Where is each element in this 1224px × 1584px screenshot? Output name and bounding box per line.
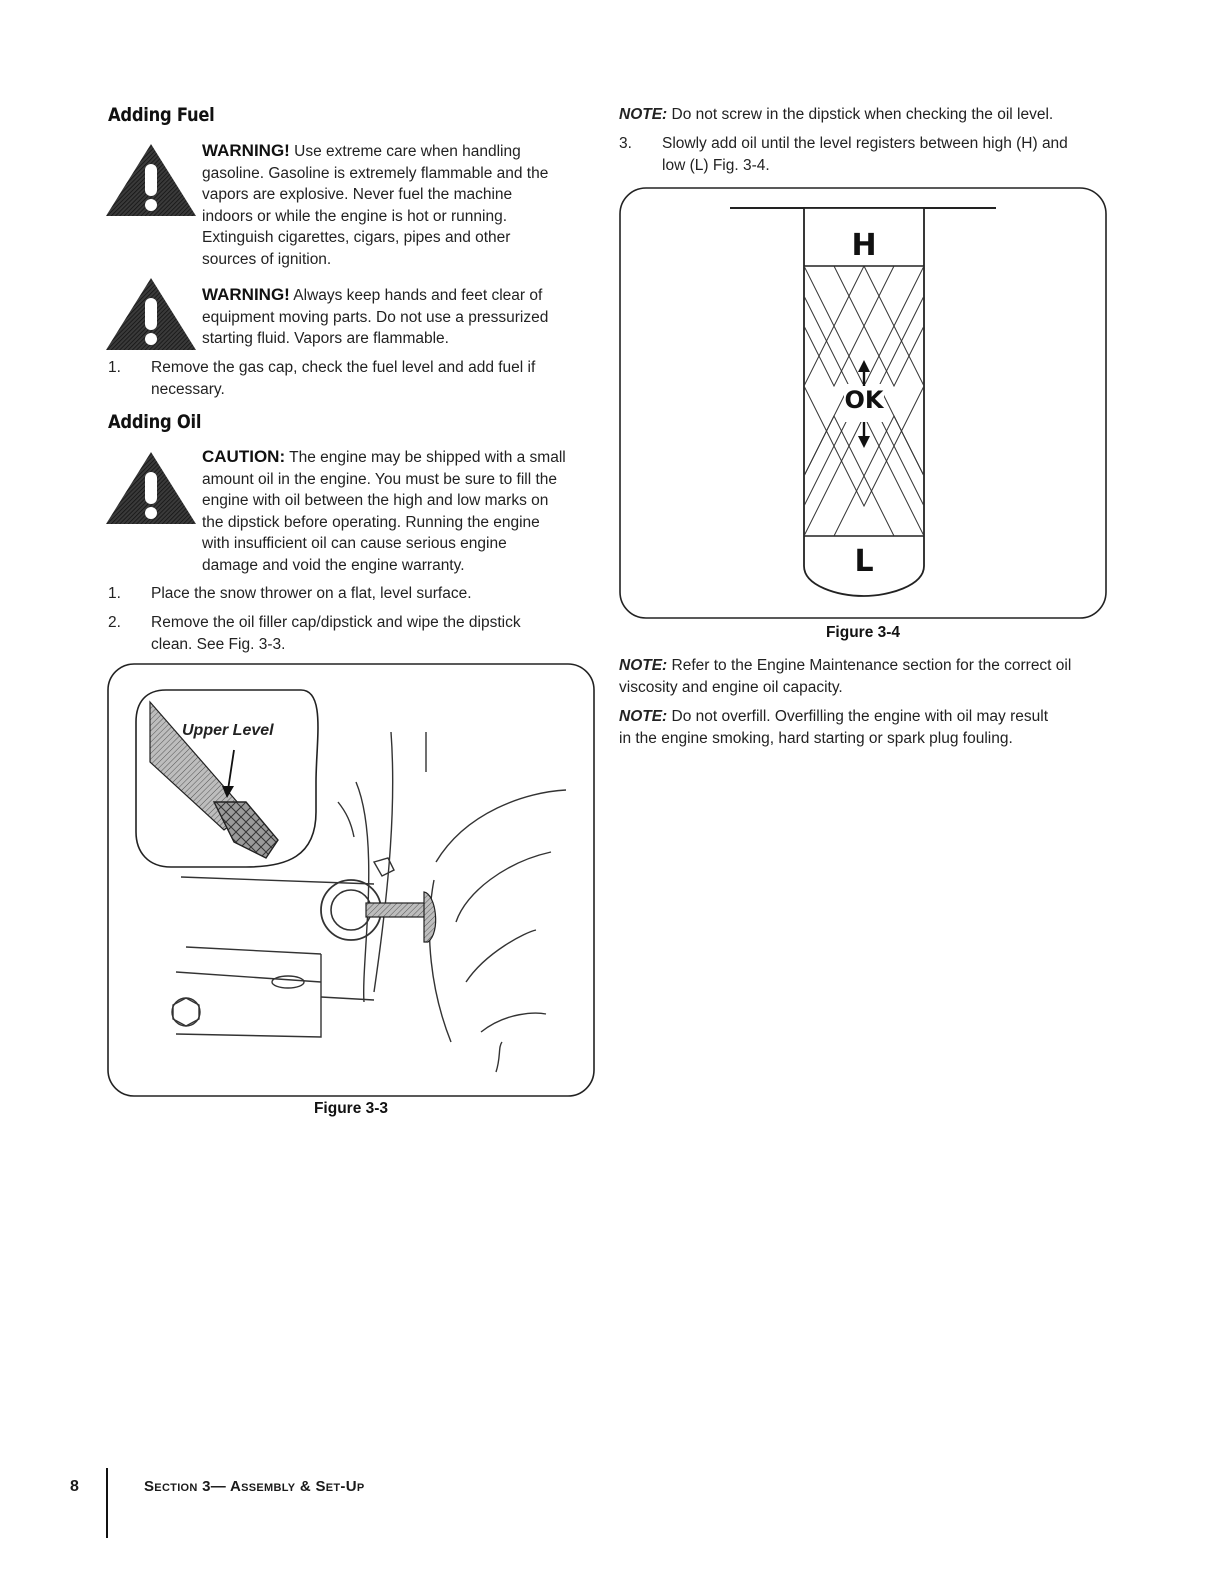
fuel-warning-1: WARNING! Use extreme care when handling gasoline. Gasoline is extremely flammable and the vapors are explosive. Never fuel the machine indoors or while the engine is hot or running. Extinguish cigarettes, cigars, pipes and other sources of ignition. <box>202 141 549 268</box>
warning-triangle-icon <box>104 142 198 218</box>
high-mark-label: H <box>851 228 877 263</box>
warning-triangle-icon <box>104 276 198 352</box>
section-title: Section 3— Assembly & Set-Up <box>144 1478 365 1495</box>
caution-label: CAUTION: <box>202 447 286 466</box>
adding-fuel-heading: Adding Fuel <box>108 104 215 126</box>
ok-range-label: OK <box>844 386 884 414</box>
fuel-warning-2: WARNING! Always keep hands and feet clear of equipment moving parts. Do not use a pressurized starting fluid. Vapors are flammable. <box>202 285 549 347</box>
warning-triangle-icon <box>104 450 198 526</box>
upper-level-callout: Upper Level <box>182 722 274 739</box>
page-number: 8 <box>70 1478 79 1495</box>
footer-divider <box>106 1468 108 1538</box>
note-dipstick: NOTE: Do not screw in the dipstick when checking the oil level. <box>619 106 1054 123</box>
note-engine-maintenance: NOTE: Refer to the Engine Maintenance section for the correct oil viscosity and engine oil capacity. <box>619 657 1072 696</box>
note-label: NOTE: <box>619 106 668 123</box>
adding-oil-heading: Adding Oil <box>108 411 202 433</box>
note-overfill: NOTE: Do not overfill. Overfilling the engine with oil may result in the engine smoking, hard starting or spark plug fouling. <box>619 708 1049 747</box>
figure-3-3-illustration <box>106 662 596 1098</box>
oil-caution: CAUTION: The engine may be shipped with a small amount oil in the engine. You must be sure to fill the engine with oil between the high and low marks on the dipstick before operating. Running the engine with insufficient oil can cause serious engine damage and void the engine warranty. <box>202 447 566 574</box>
low-mark-label: L <box>854 544 874 579</box>
figure-3-4-caption: Figure 3-4 <box>825 624 901 641</box>
warning-label: WARNING! <box>202 285 290 304</box>
figure-3-3-caption: Figure 3-3 <box>313 1100 389 1117</box>
note-label: NOTE: <box>619 708 668 725</box>
note-label: NOTE: <box>619 657 668 674</box>
warning-label: WARNING! <box>202 141 290 160</box>
